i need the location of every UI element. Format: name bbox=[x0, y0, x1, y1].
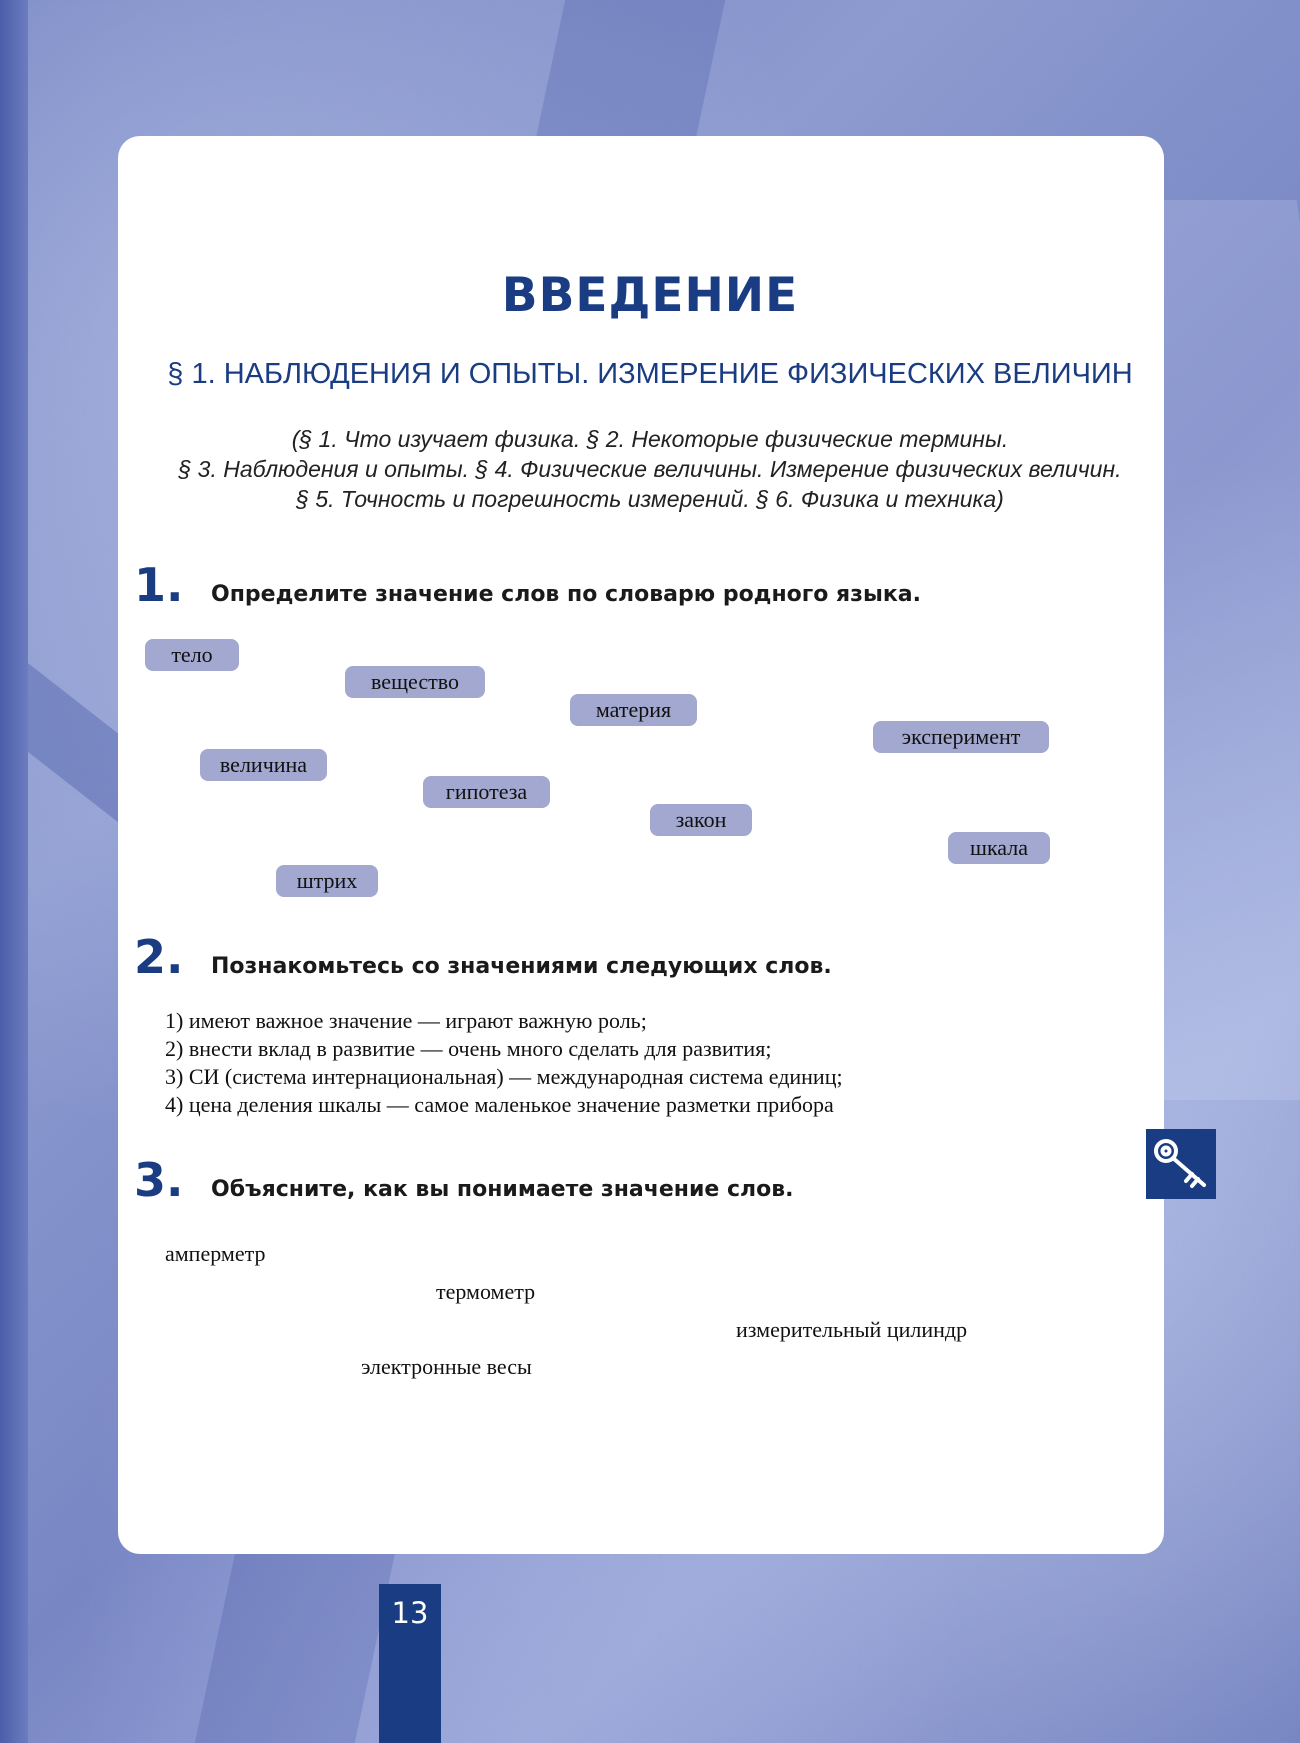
task-instruction: Определите значение слов по словарю родного языка. bbox=[211, 582, 921, 607]
word-chip: штрих bbox=[276, 865, 378, 897]
contents-line: § 5. Точность и погрешность измерений. § 6. Физика и техника) bbox=[296, 486, 1004, 512]
word-chip: эксперимент bbox=[873, 721, 1049, 753]
key-icon bbox=[1146, 1129, 1216, 1199]
page-left-edge bbox=[0, 0, 28, 1743]
word-chip: тело bbox=[145, 639, 239, 671]
page-number: 13 bbox=[391, 1596, 429, 1630]
word-chip: вещество bbox=[345, 666, 485, 698]
task-instruction: Познакомьтесь со значениями следующих слов. bbox=[211, 954, 832, 979]
explain-word: термометр bbox=[436, 1279, 536, 1304]
contents-line: (§ 1. Что изучает физика. § 2. Некоторые физические термины. bbox=[291, 426, 1009, 452]
definition-item: 2) внести вклад в развитие — очень много сделать для развития; bbox=[165, 1036, 772, 1061]
explain-word: измерительный цилиндр bbox=[736, 1317, 968, 1342]
word-chip: материя bbox=[570, 694, 697, 726]
task-number: 3. bbox=[134, 1153, 184, 1207]
definition-list bbox=[165, 1007, 843, 1119]
definition-item: 1) имеют важное значение — играют важную роль; bbox=[165, 1008, 647, 1033]
explain-word: электронные весы bbox=[361, 1354, 532, 1379]
task-instruction: Объясните, как вы понимаете значение слов. bbox=[211, 1177, 794, 1202]
definition-item: 4) цена деления шкалы — самое маленькое значение разметки прибора bbox=[165, 1092, 834, 1117]
word-chip: шкала bbox=[948, 832, 1050, 864]
definition-item: 3) СИ (система интернациональная) — международная система единиц; bbox=[165, 1064, 843, 1089]
section-title: § 1. НАБЛЮДЕНИЯ И ОПЫТЫ. ИЗМЕРЕНИЕ ФИЗИЧЕСКИХ ВЕЛИЧИН bbox=[167, 358, 1133, 390]
page-number-tab bbox=[379, 1584, 441, 1743]
section-contents bbox=[0, 424, 1300, 514]
word-chip: величина bbox=[200, 749, 327, 781]
chapter-title: ВВЕДЕНИЕ bbox=[501, 268, 799, 323]
task-number: 2. bbox=[134, 930, 184, 984]
word-chip: закон bbox=[650, 804, 752, 836]
word-chip: гипотеза bbox=[423, 776, 550, 808]
task-number: 1. bbox=[134, 558, 184, 612]
contents-line: § 3. Наблюдения и опыты. § 4. Физические величины. Измерение физических величин. bbox=[178, 456, 1122, 482]
explain-word: амперметр bbox=[165, 1241, 266, 1266]
